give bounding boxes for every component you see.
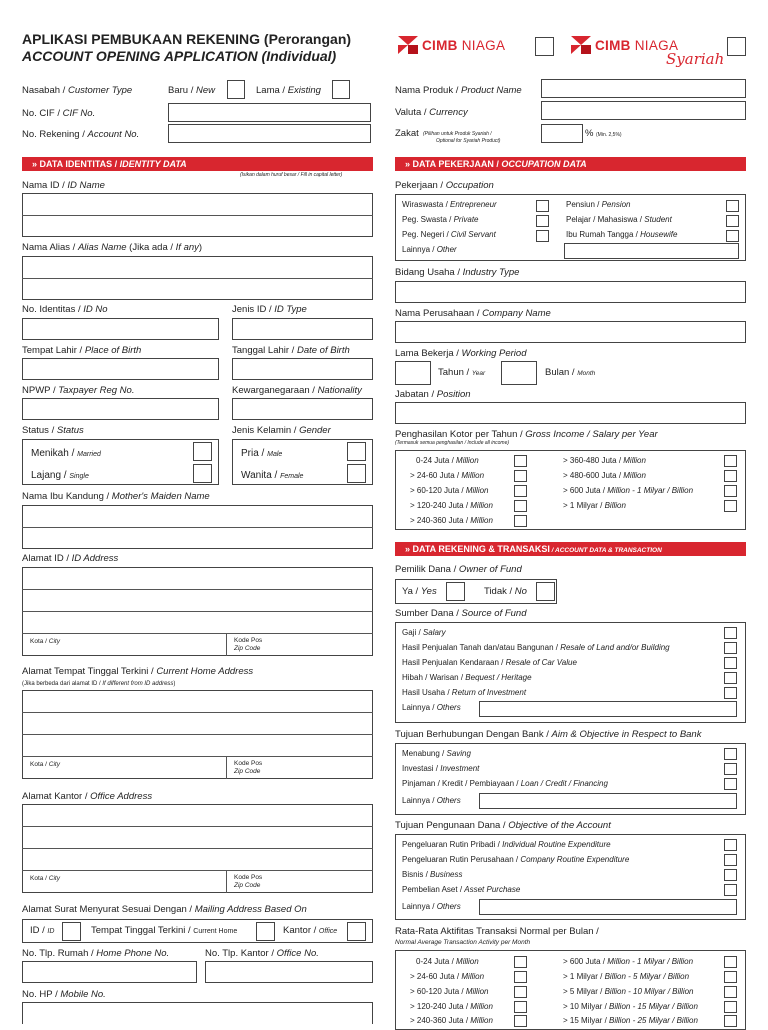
cimb-syariah-logo-icon [571,36,591,54]
mother-name-label: Nama Ibu Kandung / Mother's Maiden Name [22,491,210,502]
income-360-480-label: > 360-480 Juta / Million [563,456,646,465]
form-title: APLIKASI PEMBUKAAN REKENING (Perorangan) [22,31,352,47]
source-land-checkbox[interactable] [724,642,737,654]
activity-600-1b-checkbox[interactable] [724,956,737,968]
activity-10b-15b-checkbox[interactable] [724,1001,737,1013]
nationality-field[interactable] [232,398,373,420]
objective-company-label: Pengeluaran Rutin Perusahaan / Company Routine Expenditure [402,855,630,864]
occupation-civil-servant-label: Peg. Negeri / Civil Servant [402,230,496,239]
objective-business-label: Bisnis / Business [402,870,463,879]
activity-120-240-label: > 120-240 Juta / Million [410,1002,493,1011]
cimb-niaga-logo: CIMB NIAGA [398,36,505,54]
mailing-office-label: Kantor / Office [283,925,338,936]
id-address-label: Alamat ID / ID Address [22,553,119,564]
gross-income-note: (Termasuk semua penghasilan / Include all income) [395,440,510,446]
id-address-line-3 [22,633,373,634]
percent-sign: % [585,128,594,139]
mother-name-divider [22,527,373,528]
activity-600-1b-label: > 600 Juta / Million - 1 Milyar / Billion [563,957,694,966]
objective-company-checkbox[interactable] [724,854,737,866]
existing-checkbox[interactable] [332,80,350,99]
occupation-other-field[interactable] [564,243,739,259]
id-no-field[interactable] [22,318,219,340]
working-period-months-field[interactable] [501,361,537,385]
office-address-line-2 [22,848,373,849]
cimb-niaga-syariah-checkbox[interactable] [727,37,746,56]
aim-investment-checkbox[interactable] [724,763,737,775]
mailing-address-label: Alamat Surat Menyurat Sesuai Dengan / Mailing Address Based On [22,904,307,915]
mailing-id-label: ID / ID [30,925,55,936]
office-phone-label: No. Tlp. Kantor / Office No. [205,948,319,959]
activity-5b-10b-checkbox[interactable] [724,986,737,998]
source-investment-label: Hasil Usaha / Return of Investment [402,688,527,697]
office-address-line-1 [22,826,373,827]
female-label: Wanita / Female [241,470,304,481]
income-120-240-checkbox[interactable] [514,500,527,512]
zakat-note: (Pilihan untuk Produk Syariah / [423,131,492,137]
source-salary-checkbox[interactable] [724,627,737,639]
home-address-zip-en: Zip Code [234,768,261,775]
activity-240-360-label: > 240-360 Juta / Million [410,1016,493,1025]
product-name-label: Nama Produk / Product Name [395,85,522,96]
income-over-1b-checkbox[interactable] [724,500,737,512]
occupation-private-checkbox[interactable] [536,215,549,227]
home-address-note: (Jika berbeda dari alamat ID / If different from ID address) [22,681,176,687]
income-24-60-checkbox[interactable] [514,470,527,482]
activity-240-360-checkbox[interactable] [514,1015,527,1027]
id-address-city-label: Kota / City [30,638,60,645]
activity-0-24-label: 0-24 Juta / Million [416,957,479,966]
currency-label: Valuta / Currency [395,107,468,118]
income-360-480-checkbox[interactable] [724,455,737,467]
income-240-360-checkbox[interactable] [514,515,527,527]
aim-other-field[interactable] [479,793,737,809]
office-address-city-label: Kota / City [30,875,60,882]
gender-label: Jenis Kelamin / Gender [232,425,331,436]
income-24-60-label: > 24-60 Juta / Million [410,471,485,480]
cimb-logo-icon [398,36,418,54]
account-section-header: » DATA REKENING & TRANSAKSI / ACCOUNT DATA & TRANSACTION [395,542,746,556]
objective-asset-checkbox[interactable] [724,884,737,896]
months-label: Bulan / Month [545,367,596,378]
office-address-line-3 [22,870,373,871]
zakat-min: (Min. 2,5%) [596,132,622,138]
source-salary-label: Gaji / Salary [402,628,446,637]
activity-60-120-label: > 60-120 Juta / Million [410,987,489,996]
position-field[interactable] [395,402,746,424]
objective-individual-checkbox[interactable] [724,839,737,851]
home-address-zip-label: Kode Pos [234,760,263,767]
id-no-label: No. Identitas / ID No [22,304,108,315]
owner-no-checkbox[interactable] [536,582,555,601]
female-checkbox[interactable] [347,464,366,483]
occupation-civil-servant-checkbox[interactable] [536,230,549,242]
place-of-birth-field[interactable] [22,358,219,380]
office-phone-field[interactable] [205,961,373,983]
income-600-1b-checkbox[interactable] [724,485,737,497]
status-label: Status / Status [22,425,84,436]
office-address-divider [226,870,227,893]
aim-saving-checkbox[interactable] [724,748,737,760]
activity-1b-5b-label: > 1 Milyar / Billion - 5 Milyar / Billion [563,972,690,981]
working-period-years-field[interactable] [395,361,431,385]
aim-label: Tujuan Berhubungan Dengan Bank / Aim & Objective in Respect to Bank [395,729,702,740]
new-label: Baru / New [168,85,216,96]
activity-15b-25b-checkbox[interactable] [724,1015,737,1027]
income-60-120-checkbox[interactable] [514,485,527,497]
source-other-field[interactable] [479,701,737,717]
customer-type-label: Nasabah / Customer Type [22,85,133,96]
occupation-student-checkbox[interactable] [726,215,739,227]
occupation-entrepreneur-label: Wiraswasta / Entrepreneur [402,200,497,209]
objective-asset-label: Pembelian Aset / Asset Purchase [402,885,521,894]
existing-label: Lama / Existing [256,85,321,96]
occupation-private-label: Peg. Swasta / Private [402,215,479,224]
activity-label-en: Normal Average Transaction Activity per Month [395,939,531,946]
account-no-field[interactable] [168,124,371,143]
home-phone-label: No. Tlp. Rumah / Home Phone No. [22,948,170,959]
home-address-label: Alamat Tempat Tinggal Terkini / Current Home Address [22,666,254,677]
office-address-label: Alamat Kantor / Office Address [22,791,153,802]
occupation-section-header: » DATA PEKERJAAN / OCCUPATION DATA [395,157,746,171]
company-name-label: Nama Perusahaan / Company Name [395,308,551,319]
income-60-120-label: > 60-120 Juta / Million [410,486,489,495]
id-name-divider [22,215,373,216]
zakat-label: Zakat [395,128,419,139]
cif-label: No. CIF / CIF No. [22,108,96,119]
date-of-birth-label: Tanggal Lahir / Date of Birth [232,345,350,356]
mailing-home-label: Tempat Tinggal Terkini / Current Home [91,925,238,936]
alias-name-divider [22,278,373,279]
activity-label: Rata-Rata Aktifitas Transaksi Normal per Bulan / [395,926,599,937]
source-car-checkbox[interactable] [724,657,737,669]
married-checkbox[interactable] [193,442,212,461]
cimb-niaga-syariah-logo: CIMB NIAGA [571,36,678,54]
office-address-zip-en: Zip Code [234,882,261,889]
id-address-line-2 [22,611,373,612]
occupation-label: Pekerjaan / Occupation [395,180,494,191]
activity-24-60-checkbox[interactable] [514,971,527,983]
male-label: Pria / Male [241,448,283,459]
home-address-line-2 [22,734,373,735]
id-address-zip-en: Zip Code [234,645,261,652]
home-address-line-1 [22,712,373,713]
objective-label: Tujuan Pengunaan Dana / Objective of the Account [395,820,611,831]
place-of-birth-label: Tempat Lahir / Place of Birth [22,345,142,356]
occupation-housewife-label: Ibu Rumah Tangga / Housewife [566,230,678,239]
single-label: Lajang / Single [31,470,89,481]
source-of-fund-label: Sumber Dana / Source of Fund [395,608,527,619]
occupation-pension-checkbox[interactable] [726,200,739,212]
id-address-line-1 [22,589,373,590]
objective-individual-label: Pengeluaran Rutin Pribadi / Individual Routine Expenditure [402,840,611,849]
mailing-id-checkbox[interactable] [62,922,81,941]
id-type-field[interactable] [232,318,373,340]
identity-section-header: » DATA IDENTITAS / IDENTITY DATA [22,157,373,171]
form-subtitle: ACCOUNT OPENING APPLICATION (Individual) [22,48,337,64]
occupation-entrepreneur-checkbox[interactable] [536,200,549,212]
company-name-field[interactable] [395,321,746,343]
mobile-label: No. HP / Mobile No. [22,989,106,1000]
nationality-label: Kewarganegaraan / Nationality [232,385,362,396]
source-car-label: Hasil Penjualan Kendaraan / Resale of Car Value [402,658,577,667]
zakat-note-2: Optional for Syariah Product) [436,138,501,144]
zakat-percent-field[interactable] [541,124,583,143]
source-investment-checkbox[interactable] [724,687,737,699]
owner-yes-checkbox[interactable] [446,582,465,601]
occupation-pension-label: Pensiun / Pension [566,200,631,209]
income-600-1b-label: > 600 Juta / Million - 1 Milyar / Billion [563,486,694,495]
alias-name-label: Nama Alias / Alias Name (Jika ada / If any) [22,242,203,253]
home-phone-field[interactable] [22,961,197,983]
mailing-home-checkbox[interactable] [256,922,275,941]
activity-0-24-checkbox[interactable] [514,956,527,968]
industry-label: Bidang Usaha / Industry Type [395,267,520,278]
married-label: Menikah / Married [31,448,101,459]
owner-yes-label: Ya / Yes [402,586,437,597]
industry-field[interactable] [395,281,746,303]
account-no-label: No. Rekening / Account No. [22,129,140,140]
npwp-label: NPWP / Taxpayer Reg No. [22,385,135,396]
occupation-student-label: Pelajar / Mahasiswa / Student [566,215,672,224]
id-address-zip-label: Kode Pos [234,637,263,644]
income-480-600-checkbox[interactable] [724,470,737,482]
gross-income-label: Penghasilan Kotor per Tahun / Gross Income / Salary per Year [395,429,658,440]
aim-loan-label: Pinjaman / Kredit / Pembiayaan / Loan / Credit / Financing [402,779,608,788]
single-checkbox[interactable] [193,464,212,483]
mailing-office-checkbox[interactable] [347,922,366,941]
source-land-label: Hasil Penjualan Tanah dan/atau Bangunan / Resale of Land and/or Building [402,643,670,652]
objective-business-checkbox[interactable] [724,869,737,881]
occupation-other-label: Lainnya / Other [402,245,457,254]
id-address-divider [226,633,227,656]
income-240-360-label: > 240-360 Juta / Million [410,516,493,525]
aim-investment-label: Investasi / Investment [402,764,480,773]
capital-note: (Isikan dalam huruf besar / Fill in capital letter) [240,172,343,178]
product-name-field[interactable] [541,79,746,98]
income-480-600-label: > 480-600 Juta / Million [563,471,646,480]
activity-10b-15b-label: > 10 Milyar / Billion - 15 Milyar / Billion [563,1002,698,1011]
source-heritage-label: Hibah / Warisan / Bequest / Heritage [402,673,532,682]
activity-24-60-label: > 24-60 Juta / Million [410,972,485,981]
cif-field[interactable] [168,103,371,122]
id-type-label: Jenis ID / ID Type [232,304,307,315]
objective-other-field[interactable] [479,899,737,915]
position-label: Jabatan / Position [395,389,471,400]
cimb-niaga-checkbox[interactable] [535,37,554,56]
years-label: Tahun / Year [438,367,486,378]
aim-loan-checkbox[interactable] [724,778,737,790]
income-120-240-label: > 120-240 Juta / Million [410,501,493,510]
currency-field[interactable] [541,101,746,120]
date-of-birth-field[interactable] [232,358,373,380]
aim-other-label: Lainnya / Others [402,796,461,805]
occupation-housewife-checkbox[interactable] [726,230,739,242]
home-address-divider [226,756,227,779]
owner-no-label: Tidak / No [484,586,527,597]
office-address-zip-label: Kode Pos [234,874,263,881]
id-name-label: Nama ID / ID Name [22,180,105,191]
source-heritage-checkbox[interactable] [724,672,737,684]
home-address-line-3 [22,756,373,757]
activity-120-240-checkbox[interactable] [514,1001,527,1013]
owner-of-fund-label: Pemilik Dana / Owner of Fund [395,564,522,575]
income-over-1b-label: > 1 Milyar / Billion [563,501,626,510]
activity-5b-10b-label: > 5 Milyar / Billion - 10 Milyar / Billion [563,987,694,996]
activity-60-120-checkbox[interactable] [514,986,527,998]
source-other-label: Lainnya / Others [402,703,461,712]
activity-15b-25b-label: > 15 Milyar / Billion - 25 Milyar / Billion [563,1016,698,1025]
syariah-script: Syariah [666,50,725,68]
mobile-field[interactable] [22,1002,373,1024]
npwp-field[interactable] [22,398,219,420]
aim-saving-label: Menabung / Saving [402,749,471,758]
new-checkbox[interactable] [227,80,245,99]
activity-1b-5b-checkbox[interactable] [724,971,737,983]
objective-other-label: Lainnya / Others [402,902,461,911]
home-address-city-label: Kota / City [30,761,60,768]
working-period-label: Lama Bekerja / Working Period [395,348,527,359]
male-checkbox[interactable] [347,442,366,461]
income-0-24-checkbox[interactable] [514,455,527,467]
income-0-24-label: 0-24 Juta / Million [416,456,479,465]
